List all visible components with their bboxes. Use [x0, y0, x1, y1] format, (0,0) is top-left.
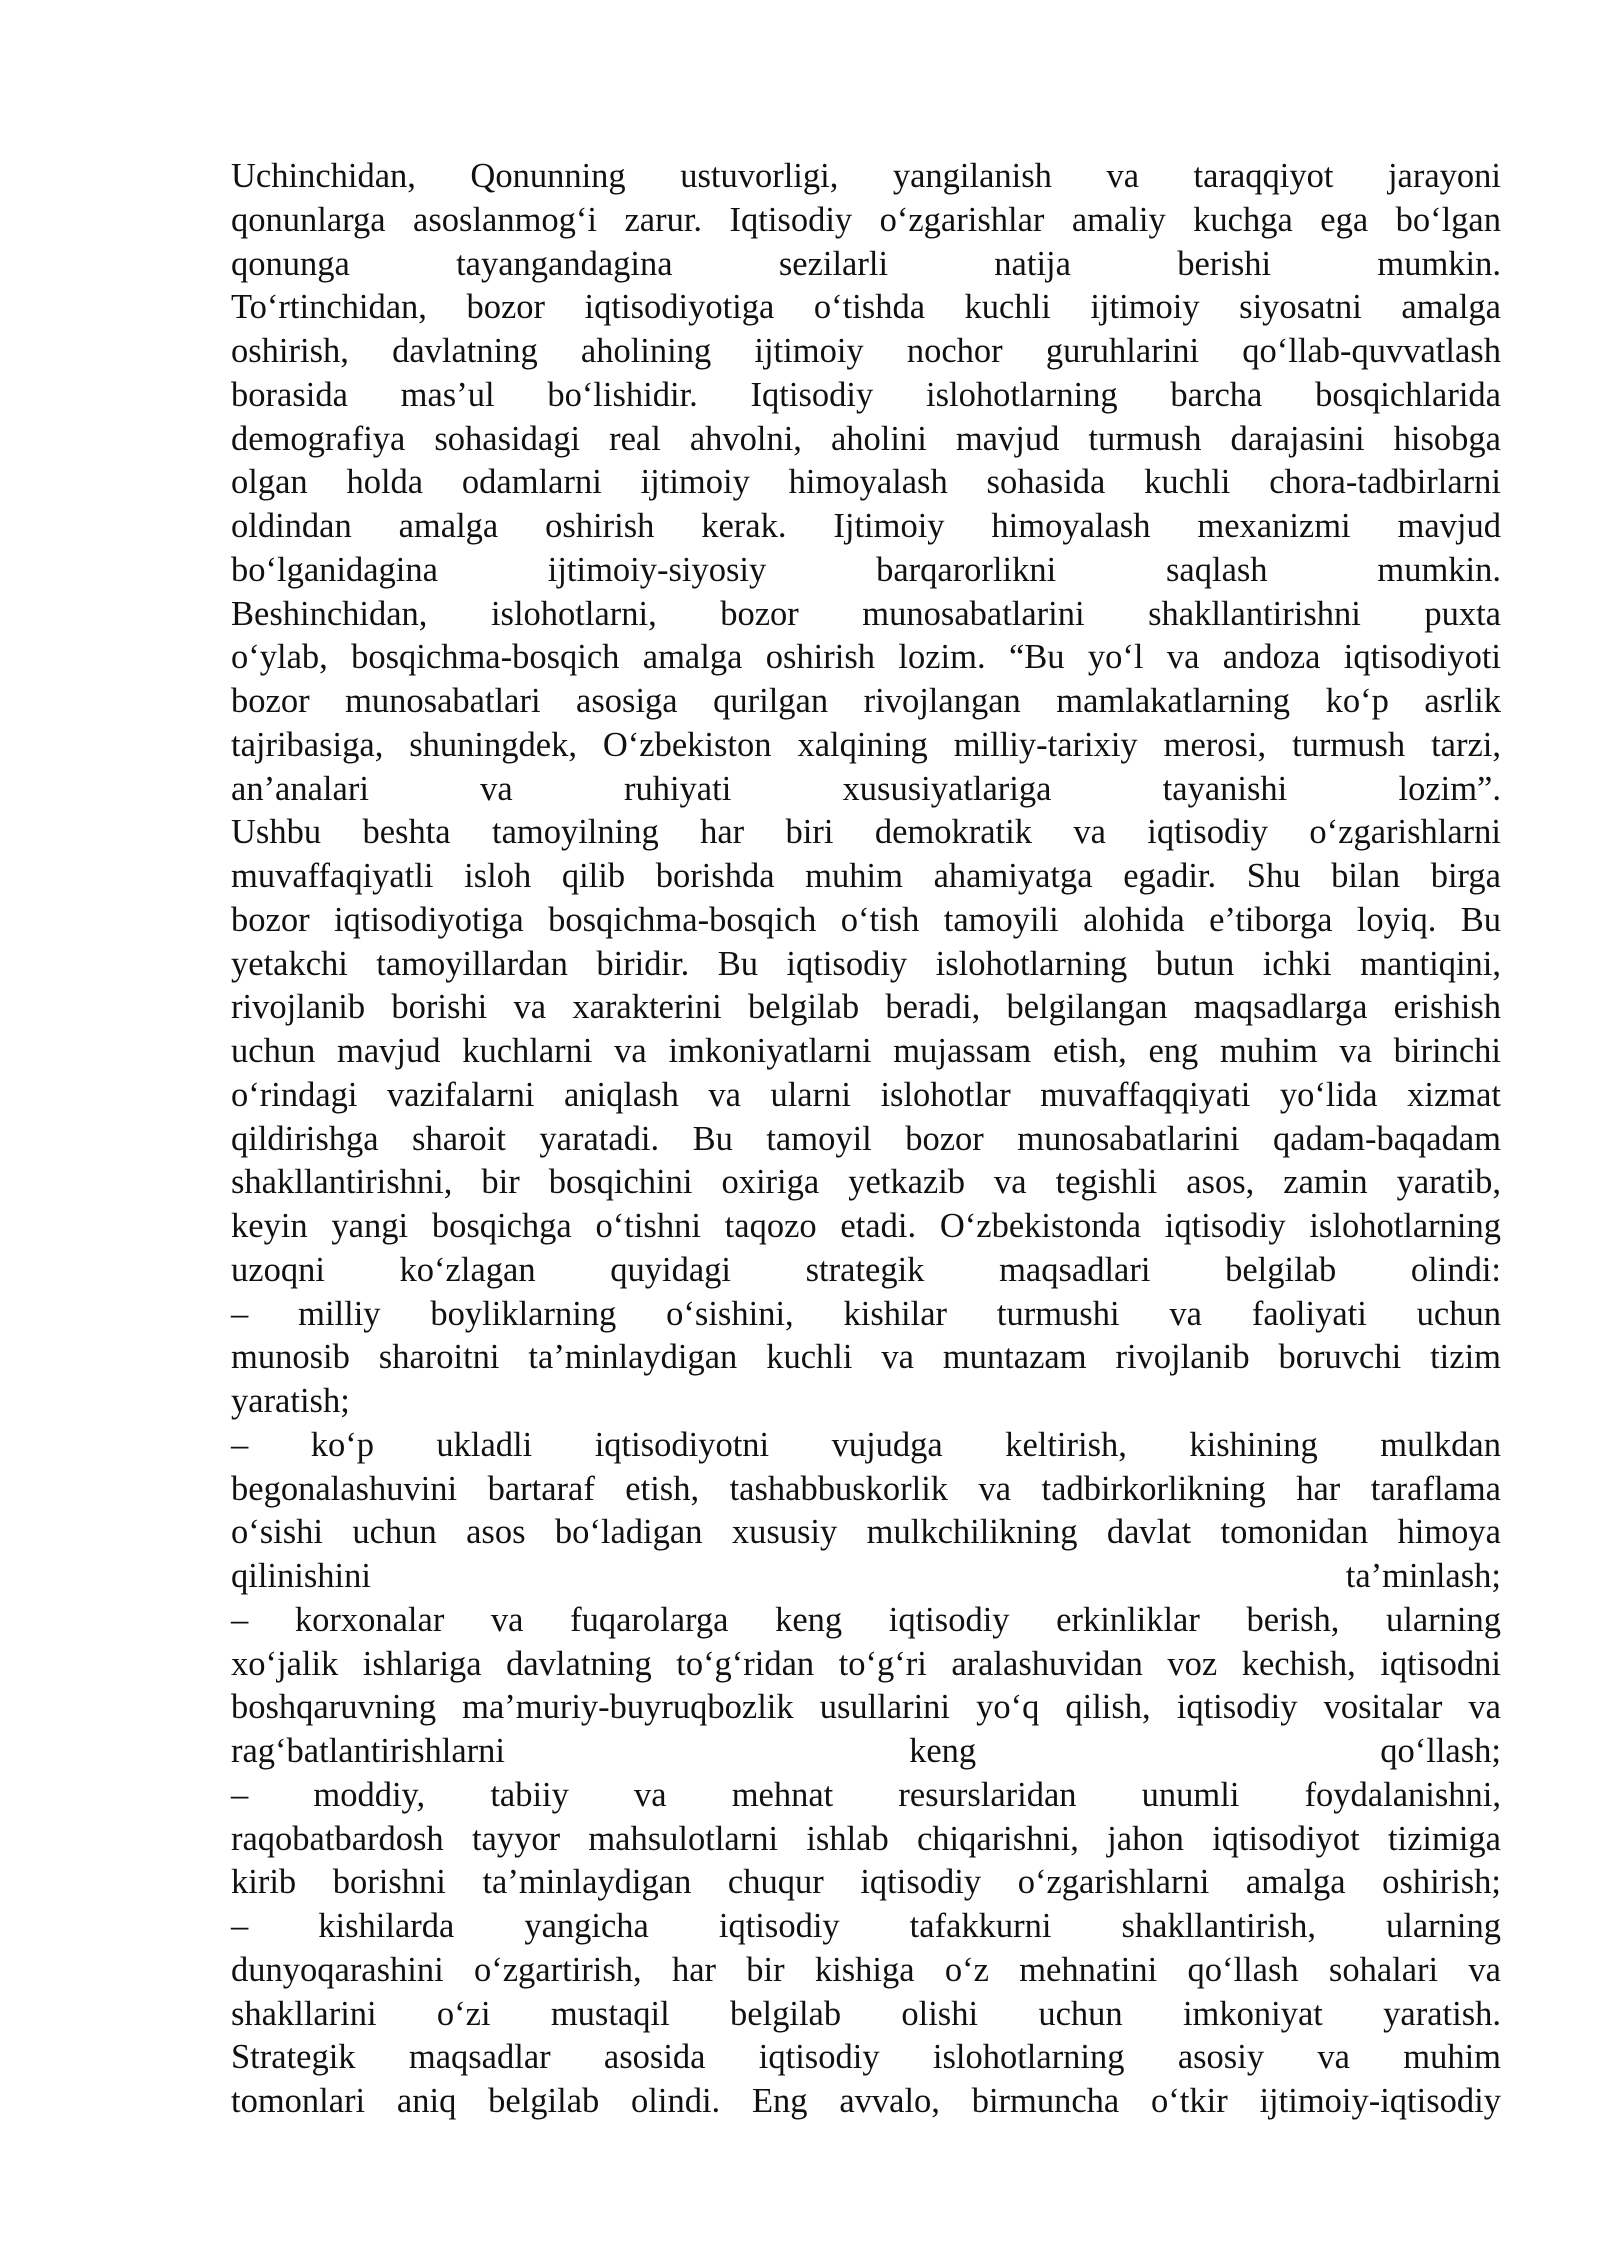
- text-line: uchun mavjud kuchlarni va imkoniyatlarni mujassam etish, eng muhim va birinchi: [231, 1032, 1501, 1070]
- text-line: – moddiy, tabiiy va mehnat resurslaridan unumli foydalanishni,: [231, 1775, 1501, 1814]
- text-line: qonunlarga asoslanmog‘i zarur. Iqtisodiy o‘zgarishlar amaliy kuchga ega bo‘lgan: [231, 200, 1501, 239]
- text-line: shakllantirishni, bir bosqichini oxiriga yetkazib va tegishli asos, zamin yaratib,: [231, 1163, 1501, 1202]
- text-line: olgan holda odamlarni ijtimoiy himoyalash sohasida kuchli chora-tadbirlarni: [231, 463, 1501, 502]
- text-line: raqobatbardosh tayyor mahsulotlarni ishlab chiqarishni, jahon iqtisodiyot tizimiga: [231, 1819, 1501, 1858]
- text-line: keyin yangi bosqichga o‘tishni taqozo etadi. O‘zbekistonda iqtisodiy islohotlarning: [231, 1207, 1501, 1245]
- text-line: bozor iqtisodiyotiga bosqichma-bosqich o‘tish tamoyili alohida e’tiborga loyiq. Bu: [231, 900, 1501, 939]
- text-line: rag‘batlantirishlarni keng qo‘llash;: [231, 1732, 1501, 1770]
- text-line: bozor munosabatlari asosiga qurilgan rivojlangan mamlakatlarning ko‘p asrlik: [231, 682, 1501, 720]
- text-line: rivojlanib borishi va xarakterini belgilab beradi, belgilangan maqsadlarga erishish: [231, 988, 1501, 1027]
- text-line: uzoqni ko‘zlagan quyidagi strategik maqsadlari belgilab olindi:: [231, 1250, 1501, 1289]
- text-line: Ushbu beshta tamoyilning har biri demokratik va iqtisodiy o‘zgarishlarni: [231, 813, 1501, 852]
- text-line: an’analari va ruhiyati xususiyatlariga tayanishi lozim”.: [231, 769, 1501, 808]
- text-line: qildirishga sharoit yaratadi. Bu tamoyil bozor munosabatlarini qadam-baqadam: [231, 1119, 1501, 1158]
- text-line: – kishilarda yangicha iqtisodiy tafakkurni shakllantirish, ularning: [231, 1907, 1501, 1945]
- text-line: – ko‘p ukladli iqtisodiyotni vujudga keltirish, kishining mulkdan: [231, 1425, 1501, 1464]
- text-line: Uchinchidan, Qonunning ustuvorligi, yangilanish va taraqqiyot jarayoni: [231, 157, 1501, 195]
- text-line: tajribasiga, shuningdek, O‘zbekiston xalqining milliy-tarixiy merosi, turmush tarzi,: [231, 725, 1501, 764]
- text-line: borasida mas’ul bo‘lishidir. Iqtisodiy islohotlarning barcha bosqichlarida: [231, 375, 1501, 414]
- text-line: Beshinchidan, islohotlarni, bozor munosabatlarini shakllantirishni puxta: [231, 594, 1501, 633]
- text-line: tomonlari aniq belgilab olindi. Eng avvalo, birmuncha o‘tkir ijtimoiy-iqtisodiy: [231, 2082, 1501, 2120]
- text-line: begonalashuvini bartaraf etish, tashabbuskorlik va tadbirkorlikning har taraflama: [231, 1469, 1501, 1508]
- body-text: [231, 155, 1501, 2124]
- text-line: kirib borishni ta’minlaydigan chuqur iqtisodiy o‘zgarishlarni amalga oshirish;: [231, 1863, 1501, 1902]
- text-line: munosib sharoitni ta’minlaydigan kuchli va muntazam rivojlanib boruvchi tizim: [231, 1338, 1501, 1377]
- text-line: xo‘jalik ishlariga davlatning to‘g‘ridan to‘g‘ri aralashuvidan voz kechish, iqtisodni: [231, 1644, 1501, 1683]
- text-line: o‘rindagi vazifalarni aniqlash va ularni islohotlar muvaffaqqiyati yo‘lida xizmat: [231, 1075, 1501, 1114]
- text-line: demografiya sohasidagi real ahvolni, aholini mavjud turmush darajasini hisobga: [231, 419, 1501, 458]
- text-line: yetakchi tamoyillardan biridir. Bu iqtisodiy islohotlarning butun ichki mantiqini,: [231, 944, 1501, 983]
- text-line: qilinishini ta’minlash;: [231, 1557, 1501, 1595]
- text-line: qonunga tayangandagina sezilarli natija berishi mumkin.: [231, 244, 1501, 283]
- text-line: o‘sishi uchun asos bo‘ladigan xususiy mulkchilikning davlat tomonidan himoya: [231, 1513, 1501, 1552]
- text-line: oshirish, davlatning aholining ijtimoiy nochor guruhlarini qo‘llab-quvvatlash: [231, 332, 1501, 370]
- text-line: Strategik maqsadlar asosida iqtisodiy islohotlarning asosiy va muhim: [231, 2038, 1501, 2077]
- text-line: dunyoqarashini o‘zgartirish, har bir kishiga o‘z mehnatini qo‘llash sohalari va: [231, 1950, 1501, 1989]
- text-line: bo‘lganidagina ijtimoiy-siyosiy barqarorlikni saqlash mumkin.: [231, 550, 1501, 589]
- text-line: o‘ylab, bosqichma-bosqich amalga oshirish lozim. “Bu yo‘l va andoza iqtisodiyoti: [231, 638, 1501, 677]
- text-line: oldindan amalga oshirish kerak. Ijtimoiy himoyalash mexanizmi mavjud: [231, 507, 1501, 545]
- text-line: – korxonalar va fuqarolarga keng iqtisodiy erkinliklar berish, ularning: [231, 1600, 1501, 1639]
- text-line: yaratish;: [231, 1382, 350, 1420]
- text-line: shakllarini o‘zi mustaqil belgilab olishi uchun imkoniyat yaratish.: [231, 1994, 1501, 2033]
- text-line: muvaffaqiyatli isloh qilib borishda muhim ahamiyatga egadir. Shu bilan birga: [231, 857, 1501, 895]
- text-line: To‘rtinchidan, bozor iqtisodiyotiga o‘tishda kuchli ijtimoiy siyosatni amalga: [231, 288, 1501, 327]
- text-line: – milliy boyliklarning o‘sishini, kishilar turmushi va faoliyati uchun: [231, 1294, 1501, 1333]
- text-line: boshqaruvning ma’muriy-buyruqbozlik usullarini yo‘q qilish, iqtisodiy vositalar va: [231, 1688, 1501, 1727]
